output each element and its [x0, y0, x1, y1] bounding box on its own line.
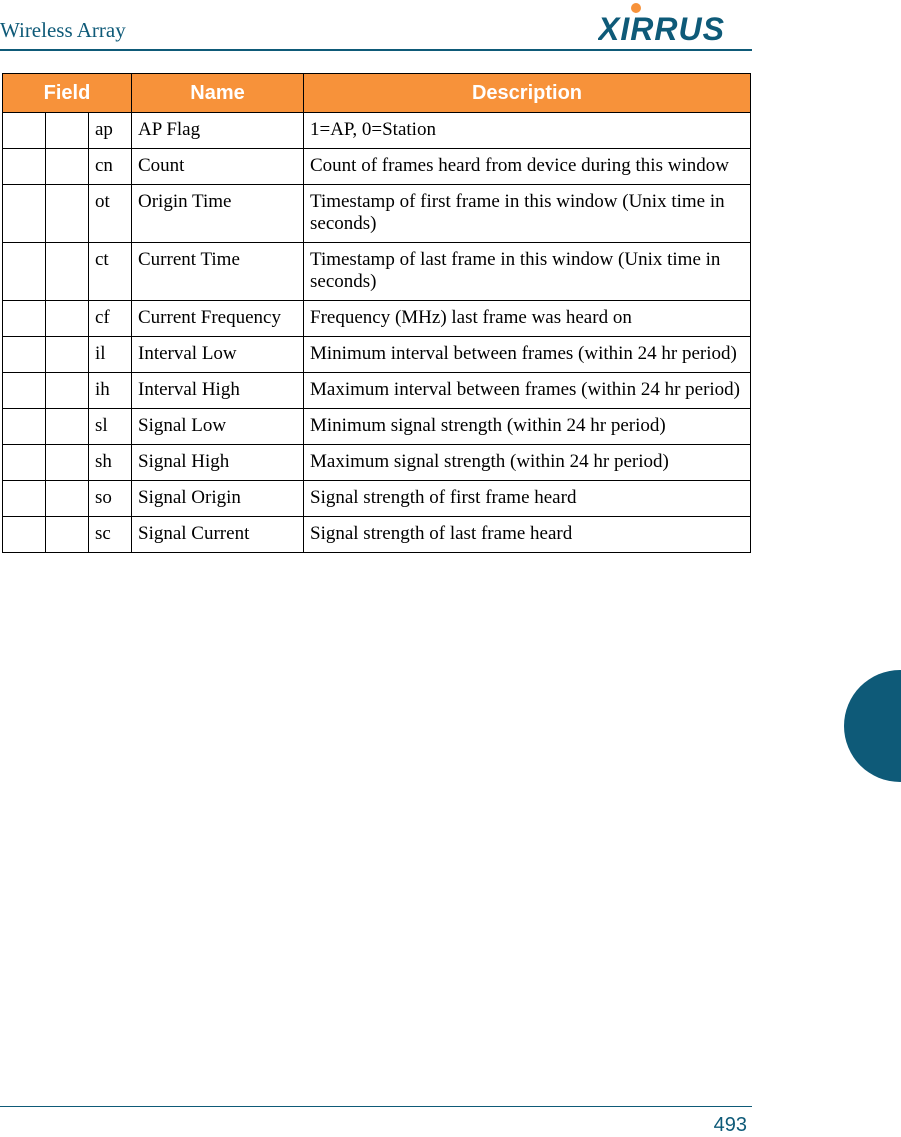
blank-cell — [3, 409, 46, 445]
name-column-header: Name — [132, 74, 304, 113]
page-header-title: Wireless Array — [0, 18, 126, 42]
blank-cell — [46, 149, 89, 185]
field-description-cell: Timestamp of first frame in this window (Unix time in seconds) — [304, 185, 751, 243]
field-name-cell: AP Flag — [132, 113, 304, 149]
description-column-header: Description — [304, 74, 751, 113]
blank-cell — [3, 517, 46, 553]
blank-cell — [46, 517, 89, 553]
blank-cell — [46, 113, 89, 149]
blank-cell — [46, 337, 89, 373]
field-name-cell: Interval Low — [132, 337, 304, 373]
field-description-cell: Maximum interval between frames (within 24 hr period) — [304, 373, 751, 409]
table-row — [3, 301, 751, 337]
field-code-cell: ct — [89, 243, 132, 301]
field-name-cell: Origin Time — [132, 185, 304, 243]
field-name-cell: Interval High — [132, 373, 304, 409]
blank-cell — [3, 373, 46, 409]
field-description-cell: 1=AP, 0=Station — [304, 113, 751, 149]
field-description-cell: Signal strength of first frame heard — [304, 481, 751, 517]
blank-cell — [46, 481, 89, 517]
field-code-cell: so — [89, 481, 132, 517]
blank-cell — [46, 445, 89, 481]
table-row — [3, 243, 751, 301]
field-code-cell: sl — [89, 409, 132, 445]
xirrus-logo — [598, 2, 748, 44]
field-code-cell: cn — [89, 149, 132, 185]
field-column-header: Field — [3, 74, 132, 113]
field-table — [2, 73, 751, 553]
blank-cell — [3, 301, 46, 337]
field-description-cell: Frequency (MHz) last frame was heard on — [304, 301, 751, 337]
field-code-cell: ot — [89, 185, 132, 243]
field-description-cell: Minimum interval between frames (within 24 hr period) — [304, 337, 751, 373]
blank-cell — [3, 243, 46, 301]
field-description-cell: Minimum signal strength (within 24 hr period) — [304, 409, 751, 445]
blank-cell — [3, 481, 46, 517]
table-row — [3, 481, 751, 517]
field-code-cell: sc — [89, 517, 132, 553]
field-code-cell: ih — [89, 373, 132, 409]
blank-cell — [46, 185, 89, 243]
table-row — [3, 113, 751, 149]
field-description-cell: Signal strength of last frame heard — [304, 517, 751, 553]
field-name-cell: Signal Origin — [132, 481, 304, 517]
table-row — [3, 373, 751, 409]
field-code-cell: ap — [89, 113, 132, 149]
field-description-cell: Count of frames heard from device during this window — [304, 149, 751, 185]
field-name-cell: Signal Current — [132, 517, 304, 553]
table-row — [3, 337, 751, 373]
table-row — [3, 185, 751, 243]
field-code-cell: il — [89, 337, 132, 373]
field-name-cell: Signal High — [132, 445, 304, 481]
blank-cell — [3, 185, 46, 243]
table-row — [3, 149, 751, 185]
footer-divider — [0, 1106, 752, 1107]
header-divider — [0, 49, 752, 51]
logo-text: XIRRUS — [598, 11, 725, 44]
table-row — [3, 409, 751, 445]
field-description-cell: Timestamp of last frame in this window (Unix time in seconds) — [304, 243, 751, 301]
chapter-tab — [844, 670, 901, 782]
field-name-cell: Count — [132, 149, 304, 185]
blank-cell — [46, 301, 89, 337]
blank-cell — [46, 243, 89, 301]
page-number: 493 — [713, 1114, 747, 1136]
table-row — [3, 445, 751, 481]
blank-cell — [46, 373, 89, 409]
blank-cell — [3, 113, 46, 149]
blank-cell — [46, 409, 89, 445]
field-code-cell: sh — [89, 445, 132, 481]
blank-cell — [3, 149, 46, 185]
field-description-cell: Maximum signal strength (within 24 hr period) — [304, 445, 751, 481]
blank-cell — [3, 337, 46, 373]
blank-cell — [3, 445, 46, 481]
field-code-cell: cf — [89, 301, 132, 337]
table-header-row — [3, 74, 751, 113]
field-name-cell: Signal Low — [132, 409, 304, 445]
field-name-cell: Current Time — [132, 243, 304, 301]
table-row — [3, 517, 751, 553]
field-name-cell: Current Frequency — [132, 301, 304, 337]
